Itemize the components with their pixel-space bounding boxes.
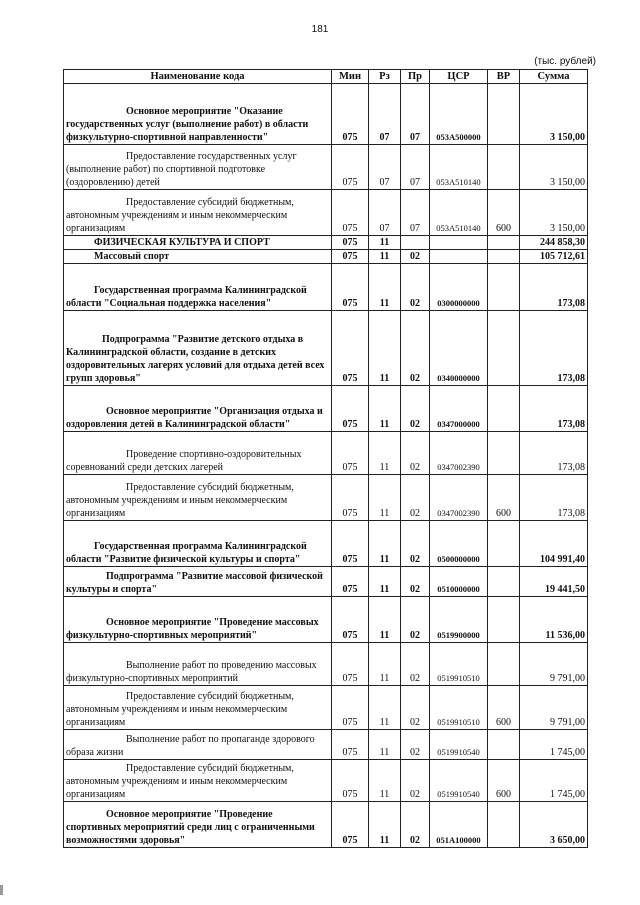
row-pr: 02 [401, 760, 430, 802]
row-csr: 0500000000 [430, 521, 488, 567]
row-csr: 0519910540 [430, 730, 488, 760]
row-rz: 11 [369, 802, 401, 848]
row-csr: 0347002390 [430, 475, 488, 521]
budget-table [63, 69, 588, 848]
table-row [64, 643, 588, 686]
row-name: Предоставление субсидий бюджетным, автономным учреждениям и иным некоммерческим организациям [64, 760, 332, 802]
table-row [64, 264, 588, 311]
row-min: 075 [332, 386, 369, 432]
row-pr: 02 [401, 802, 430, 848]
row-rz: 07 [369, 84, 401, 145]
table-row [64, 521, 588, 567]
row-vr [488, 311, 520, 386]
row-pr: 07 [401, 145, 430, 190]
row-name: Предоставление субсидий бюджетным, автономным учреждениям и иным некоммерческим организациям [64, 686, 332, 730]
column-header-min: Мин [332, 70, 369, 84]
row-csr: 0519910510 [430, 643, 488, 686]
row-min: 075 [332, 760, 369, 802]
row-name: Государственная программа Калининградской области "Развитие физической культуры и спорта" [64, 521, 332, 567]
row-name: Основное мероприятие "Проведение спортивных мероприятий среди лиц с ограниченными возможностями здоровья" [64, 802, 332, 848]
row-pr: 02 [401, 311, 430, 386]
column-header-name: Наименование кода [64, 70, 332, 84]
column-header-rz: Рз [369, 70, 401, 84]
row-pr: 02 [401, 567, 430, 597]
row-pr: 02 [401, 521, 430, 567]
row-sum: 173,08 [520, 264, 588, 311]
row-name: Предоставление субсидий бюджетным, автономным учреждениям и иным некоммерческим организациям [64, 475, 332, 521]
row-sum: 173,08 [520, 475, 588, 521]
row-min: 075 [332, 311, 369, 386]
row-rz: 11 [369, 475, 401, 521]
row-name: Выполнение работ по пропаганде здорового образа жизни [64, 730, 332, 760]
row-pr: 02 [401, 386, 430, 432]
row-pr: 02 [401, 475, 430, 521]
table-row [64, 386, 588, 432]
column-header-pr: Пр [401, 70, 430, 84]
row-vr [488, 84, 520, 145]
table-row [64, 475, 588, 521]
row-vr [488, 521, 520, 567]
row-rz: 11 [369, 432, 401, 475]
column-header-sum: Сумма [520, 70, 588, 84]
row-rz: 11 [369, 250, 401, 264]
row-pr: 02 [401, 264, 430, 311]
row-rz: 07 [369, 145, 401, 190]
row-vr [488, 567, 520, 597]
row-vr [488, 597, 520, 643]
row-name: Предоставление государственных услуг (выполнение работ) по спортивной подготовке (оздоровлению) детей [64, 145, 332, 190]
row-rz: 11 [369, 236, 401, 250]
row-min: 075 [332, 730, 369, 760]
table-row [64, 432, 588, 475]
row-min: 075 [332, 432, 369, 475]
row-sum: 1 745,00 [520, 760, 588, 802]
row-rz: 11 [369, 386, 401, 432]
row-name: Подпрограмма "Развитие массовой физической культуры и спорта" [64, 567, 332, 597]
row-rz: 11 [369, 686, 401, 730]
row-rz: 07 [369, 190, 401, 236]
row-csr: 051А100000 [430, 802, 488, 848]
row-vr [488, 386, 520, 432]
row-name: Основное мероприятие "Проведение массовых физкультурно-спортивных мероприятий" [64, 597, 332, 643]
row-pr: 02 [401, 730, 430, 760]
row-csr: 0519900000 [430, 597, 488, 643]
row-vr [488, 432, 520, 475]
table-row [64, 567, 588, 597]
row-csr: 0300000000 [430, 264, 488, 311]
row-pr: 02 [401, 686, 430, 730]
table-row [64, 84, 588, 145]
row-sum: 104 991,40 [520, 521, 588, 567]
row-rz: 11 [369, 311, 401, 386]
row-csr [430, 250, 488, 264]
row-name: Проведение спортивно-оздоровительных соревнований среди детских лагерей [64, 432, 332, 475]
row-csr: 0340000000 [430, 311, 488, 386]
row-sum: 173,08 [520, 432, 588, 475]
table-row [64, 760, 588, 802]
row-vr: 600 [488, 760, 520, 802]
row-name: Предоставление субсидий бюджетным, автономным учреждениям и иным некоммерческим организациям [64, 190, 332, 236]
row-name: Основное мероприятие "Организация отдыха и оздоровления детей в Калининградской области" [64, 386, 332, 432]
row-min: 075 [332, 475, 369, 521]
row-sum: 3 150,00 [520, 145, 588, 190]
row-min: 075 [332, 802, 369, 848]
table-row [64, 250, 588, 264]
table-header-row [64, 70, 588, 84]
row-name: Массовый спорт [64, 250, 332, 264]
row-pr: 02 [401, 597, 430, 643]
row-sum: 244 858,30 [520, 236, 588, 250]
row-min: 075 [332, 190, 369, 236]
row-sum: 9 791,00 [520, 643, 588, 686]
row-min: 075 [332, 521, 369, 567]
row-pr [401, 236, 430, 250]
row-rz: 11 [369, 264, 401, 311]
row-sum: 3 150,00 [520, 190, 588, 236]
table-row [64, 802, 588, 848]
row-vr [488, 145, 520, 190]
row-vr: 600 [488, 686, 520, 730]
row-min: 075 [332, 145, 369, 190]
row-pr: 02 [401, 432, 430, 475]
row-rz: 11 [369, 730, 401, 760]
row-csr: 053А510140 [430, 145, 488, 190]
column-header-vr: ВР [488, 70, 520, 84]
row-name: Подпрограмма "Развитие детского отдыха в Калининградской области, создание в детских оздоровительных лагерях условий для отдыха детей всех групп здоровья" [64, 311, 332, 386]
row-name: Основное мероприятие "Оказание государственных услуг (выполнение работ) в области физкультурно-спортивной направленности" [64, 84, 332, 145]
row-min: 075 [332, 597, 369, 643]
row-sum: 3 150,00 [520, 84, 588, 145]
row-sum: 9 791,00 [520, 686, 588, 730]
row-min: 075 [332, 236, 369, 250]
row-vr [488, 802, 520, 848]
row-sum: 173,08 [520, 386, 588, 432]
row-vr: 600 [488, 475, 520, 521]
row-vr: 600 [488, 190, 520, 236]
row-min: 075 [332, 250, 369, 264]
row-csr: 0519910540 [430, 760, 488, 802]
table-row [64, 145, 588, 190]
column-header-csr: ЦСР [430, 70, 488, 84]
row-min: 075 [332, 567, 369, 597]
row-vr [488, 236, 520, 250]
row-csr: 0347000000 [430, 386, 488, 432]
unit-note: (тыс. рублей) [534, 56, 596, 67]
row-sum: 1 745,00 [520, 730, 588, 760]
row-pr: 07 [401, 190, 430, 236]
row-csr: 0510000000 [430, 567, 488, 597]
table-row [64, 597, 588, 643]
row-csr: 053А500000 [430, 84, 488, 145]
table-row [64, 190, 588, 236]
table-row [64, 311, 588, 386]
row-pr: 02 [401, 250, 430, 264]
row-rz: 11 [369, 567, 401, 597]
table-row [64, 686, 588, 730]
row-csr: 0347002390 [430, 432, 488, 475]
row-sum: 3 650,00 [520, 802, 588, 848]
row-name: ФИЗИЧЕСКАЯ КУЛЬТУРА И СПОРТ [64, 236, 332, 250]
row-rz: 11 [369, 521, 401, 567]
row-name: Выполнение работ по проведению массовых физкультурно-спортивных мероприятий [64, 643, 332, 686]
row-pr: 02 [401, 643, 430, 686]
row-rz: 11 [369, 760, 401, 802]
scan-edge-mark [0, 885, 3, 895]
row-min: 075 [332, 686, 369, 730]
row-csr [430, 236, 488, 250]
row-sum: 105 712,61 [520, 250, 588, 264]
row-csr: 0519910510 [430, 686, 488, 730]
row-vr [488, 264, 520, 311]
row-csr: 053А510140 [430, 190, 488, 236]
row-rz: 11 [369, 597, 401, 643]
row-rz: 11 [369, 643, 401, 686]
table-row [64, 730, 588, 760]
row-min: 075 [332, 264, 369, 311]
row-vr [488, 250, 520, 264]
row-pr: 07 [401, 84, 430, 145]
row-min: 075 [332, 84, 369, 145]
row-sum: 19 441,50 [520, 567, 588, 597]
row-name: Государственная программа Калининградской области "Социальная поддержка населения" [64, 264, 332, 311]
row-vr [488, 643, 520, 686]
row-min: 075 [332, 643, 369, 686]
page-number: 181 [311, 24, 329, 35]
row-sum: 11 536,00 [520, 597, 588, 643]
row-vr [488, 730, 520, 760]
row-sum: 173,08 [520, 311, 588, 386]
table-row [64, 236, 588, 250]
